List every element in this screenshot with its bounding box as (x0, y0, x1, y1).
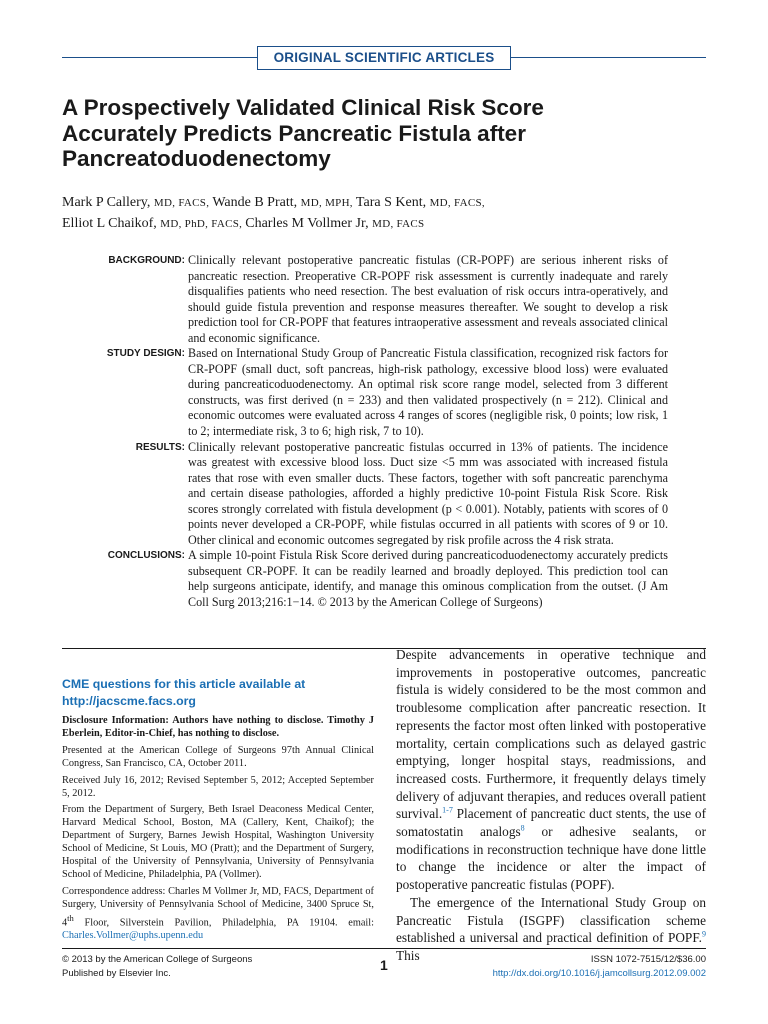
article-title: A Prospectively Validated Clinical Risk Score Accurately Predicts Pancreatic Fistula after Pancreatoduodenectomy (62, 95, 544, 171)
cme-text: CME questions for this article available at (62, 677, 306, 691)
footer-rule (62, 948, 706, 949)
author-degrees: MD, FACS (372, 217, 425, 230)
author-line-2 (62, 214, 682, 235)
abstract-background (92, 253, 668, 346)
header-rule-left (62, 57, 257, 58)
section-header (62, 46, 706, 70)
issn: ISSN 1072-7515/12/$36.00 (590, 954, 706, 965)
author-degrees: MD, FACS, (153, 197, 213, 209)
ordinal-suffix: th (67, 912, 74, 923)
abstract-results (92, 440, 668, 549)
citation-ref[interactable]: 8 (520, 823, 525, 833)
citation-ref[interactable]: 1-7 (442, 805, 453, 815)
author-degrees: MD, FACS, (429, 197, 485, 209)
abstract-conclusions (92, 548, 668, 610)
header-rule-right (511, 57, 706, 58)
correspondence-email[interactable]: Charles.Vollmer@uphs.upenn.edu (62, 930, 204, 942)
author-degrees: MD, MPH, (300, 197, 356, 209)
author-name: Mark P Callery, (62, 195, 154, 210)
body-text-run: or adhesive sealants, or modifications in reconstruction technique have done little to change the incidence or alter the impact of postoperative pancreatic fistulas (POPF). (396, 824, 706, 893)
abstract (92, 253, 668, 611)
author-name: Wande B Pratt, (212, 195, 301, 210)
author-name: Charles M Vollmer Jr, (245, 215, 373, 231)
doi-link[interactable]: http://dx.doi.org/10.1016/j.jamcollsurg.2012.09.002 (492, 967, 706, 979)
cme-notice (62, 676, 374, 710)
publisher-notice: Published by Elsevier Inc. (62, 967, 171, 979)
footer-left (62, 953, 252, 980)
author-list (62, 193, 682, 234)
abstract-label: RESULTS: (135, 441, 185, 453)
body-text-run: Placement of pancreatic duct stents, the use of somatostatin analogs (396, 806, 706, 840)
abstract-text: Based on International Study Group of Pancreatic Fistula classification, recognized risk factors for CR-POPF (small duct, soft pancreas, high-risk pathology, excessive blood loss) were evaluated during pancreaticoduodenectomy. An optimal risk score range model, selected from 3 different constructs, was first derived (n = 233) and then validated prospectively (n = 212). Clinical and economic outcomes were evaluated across 4 ranges of scores (negligible risk, 0 points; low risk, 1 to 2; intermediate risk, 3 to 6; high risk, 7 to 10). (188, 346, 668, 439)
abstract-study-design (92, 346, 668, 439)
author-degrees: MD, PhD, FACS, (160, 217, 246, 230)
received-dates: Received July 16, 2012; Revised September 5, 2012; Accepted September 5, 2012. (62, 774, 374, 799)
body-text-run: The emergence of the International Study Group on Pancreatic Fistula (ISGPF) classification scheme established a universal and practical definition of POPF. (396, 894, 706, 946)
article-notes (62, 676, 374, 947)
correspondence-text: Floor, Silverstein Pavilion, Philadelphia, PA 19104. email: (73, 917, 374, 929)
citation-ref[interactable]: 9 (702, 929, 706, 939)
abstract-label: CONCLUSIONS: (107, 550, 185, 562)
body-text-run: This (396, 947, 420, 963)
section-label: ORIGINAL SCIENTIFIC ARTICLES (257, 46, 511, 70)
page-number: 1 (380, 957, 388, 973)
abstract-text: Clinically relevant postoperative pancreatic fistulas occurred in 13% of patients. The incidence was greatest with excessive blood loss. Duct size <5 mm was associated with increased fistula rates that rose with even smaller ducts. These factors, together with soft pancreatic parenchyma and certain disease pathologies, afforded a highly predictive 10-point Fistula Risk Score. Risk scores strongly correlated with fistula development (p < 0.001). Notably, patients with scores of 0 points never developed a CR-POPF, while fistulas occurred in all patients with scores of 9 or 10. Other clinical and economic outcomes segregated by risk profile across the 4 risk strata. (188, 439, 668, 547)
correspondence-text: Correspondence address: Charles M Vollmer Jr, MD, FACS, Department of Surgery, University of Pennsylvania School of Medicine, 3400 Spruce St, 4 (62, 885, 374, 929)
body-paragraph-1 (396, 646, 706, 894)
body-text-run: Despite advancements in operative technique and improvements in postoperative outcomes, pancreatic fistula is widely considered to be the most common and troublesome complication after pancreatic resection. It represents the factor most often linked with postoperative mortality, certain complications such as delayed gastric emptying, longer hospital stays, readmissions, and increased costs. Furthermore, it frequently delays timely delivery of adjuvant therapies, and reduces overall patient survival. (396, 647, 706, 822)
disclosure-info: Disclosure Information: Authors have nothing to disclose. Timothy J Eberlein, Editor-in-Chief, has nothing to disclose. (62, 715, 374, 739)
cme-link[interactable]: http://jacscme.facs.org (62, 694, 196, 708)
author-name: Tara S Kent, (355, 195, 430, 210)
author-name: Elliot L Chaikof, (62, 215, 161, 231)
body-text (396, 646, 706, 965)
correspondence (62, 886, 374, 943)
footer-right (493, 953, 706, 980)
abstract-text: A simple 10-point Fistula Risk Score derived during pancreaticoduodenectomy accurately predicts subsequent CR-POPF. It can be readily learned and broadly deployed. This prediction tool can help surgeons anticipate, identify, and manage this ominous complication from the outset. (J Am Coll Surg 2013;216:1−14. © 2013 by the American College of Surgeons) (188, 548, 668, 610)
affiliations: From the Department of Surgery, Beth Israel Deaconess Medical Center, Harvard Medical School, Boston, MA (Callery, Kent, Chaikof); the Department of Surgery, Barnes Jewish Hospital, Washington University School of Medicine, St Louis, MO (Pratt); and the Department of Surgery, Hospital of the University of Pennsylvania, University of Pennsylvania School of Medicine, Philadelphia, PA (Vollmer). (62, 804, 374, 880)
abstract-label: BACKGROUND: (108, 255, 185, 266)
author-line-1 (62, 193, 682, 214)
abstract-label: STUDY DESIGN: (106, 348, 185, 360)
abstract-text: Clinically relevant postoperative pancreatic fistulas (CR-POPF) are serious inherent risks of pancreatic resection. Preoperative CR-POPF risk assessment is currently inadequate and rarely disqualifies patients who need resection. The best evaluation of risk occurs intra-operatively, and should guide fistula prevention and response measures thereafter. We sought to develop a risk prediction tool for CR-POPF that features intraoperative assessment and reveals associated clinical and economic significance. (188, 253, 668, 345)
presented-note: Presented at the American College of Surgeons 97th Annual Clinical Congress, San Francisco, CA, October 2011. (62, 744, 374, 769)
copyright-notice: © 2013 by the American College of Surgeons (62, 954, 253, 965)
